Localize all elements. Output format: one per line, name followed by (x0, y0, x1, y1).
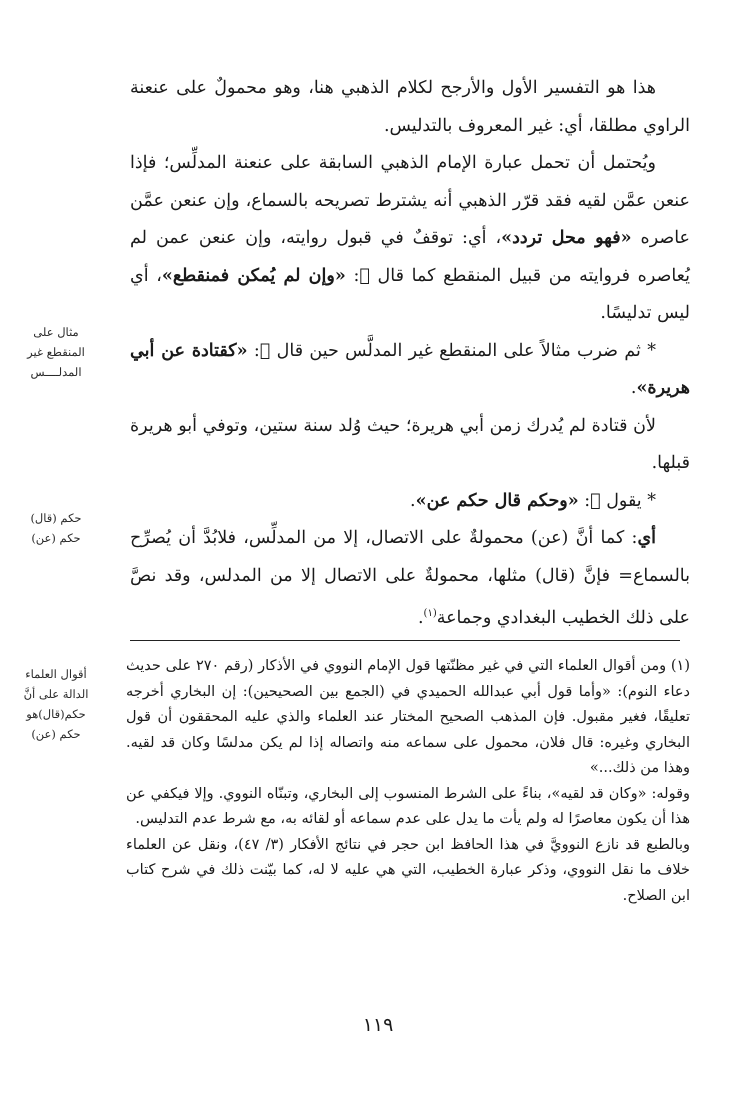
footnotes (126, 654, 690, 909)
quote-hukm-qala: «وحكم قال حكم عن» (415, 490, 579, 511)
quote-qatada: «كقتادة عن أبي هريرة» (130, 340, 690, 398)
quote-mahal-taraddud: «فهو محل تردد» (501, 228, 632, 248)
page-number: ١١٩ (362, 1014, 394, 1036)
lead-word-ay: أي (637, 528, 656, 548)
paragraph-4: لأن قتادة لم يُدرك زمن أبي هريرة؛ حيث وُلد سنة ستين، وتوفي أبو هريرة قبلها. (130, 415, 690, 473)
quote-munqati: «وإن لم يُمكن فمنقطع» (161, 265, 346, 286)
footnote-3: وبالطبع قد نازع النوويَّ في هذا الحافظ ابن حجر في نتائج الأفكار (٣/ ٤٧)، ونقل عن العلماء خلاف ما نقل النووي، وذكر عبارة الخطيب، التي هي عليه لا له، كما بيّنت ذلك في شرح كتاب ابن الصلاح. (126, 836, 690, 904)
margin-note-hukm-qala: حكم (قال) (30, 511, 82, 525)
margin-note-munqati-example: مثال على المنقطع غير المدلــــس (27, 325, 85, 379)
paragraph-6: أي: كما أنَّ (عن) محمولةٌ على الاتصال، إلا من المدلِّس، فلابُدَّ أن يُصرِّح بالسماع= فإنَّ (قال) مثلها، محمولةٌ على الاتصال إلا من المدلس، وقد نصَّ على ذلك الخطيب البغدادي وجماعة$^{(١)}$. (130, 528, 690, 628)
footnote-separator (130, 640, 680, 641)
margin-note-hukm (18, 508, 94, 548)
margin-note-scholars: أقوال العلماء الدالة على أنَّ حكم(قال)هو حكم (عن) (23, 667, 89, 741)
footnote-ref[interactable]: (١) (423, 608, 437, 619)
margin-note-hukm-an: حكم (عن) (31, 531, 81, 545)
paragraph-5: * يقول ﷬: «وحكم قال حكم عن». (410, 490, 656, 511)
paragraph-2: ويُحتمل أن تحمل عبارة الإمام الذهبي السابقة على عنعنة المدلِّس؛ فإذا عنعن عمَّن لقيه فقد قرّر الذهبي أنه يشترط تصريحه بالسماع، وإن عنعن عمَّن عاصره «فهو محل تردد»، أي: توقفٌ في قبول روايته، وإن عنعن عمن لم يُعاصره فروايته من قبيل المنقطع كما قال ﷬: «وإن لم يُمكن فمنقطع»، أي ليس تدليسًا. (130, 153, 690, 323)
footnote-2: وقوله: «وكان قد لقيه»، بناءً على الشرط المنسوب إلى البخاري، وتبنّاه النووي. وإلا فيكفي عن هذا أن يكون معاصرًا له ولم يأت ما يدل على عدم سماعه أو لقائه به، مع شرط عدم التدليس. (126, 785, 690, 827)
paragraph-3: * ثم ضرب مثالاً على المنقطع غير المدلَّس حين قال ﷬: «كقتادة عن أبي هريرة». (130, 340, 690, 398)
main-text (130, 70, 690, 637)
footnote-1: (١) ومن أقوال العلماء التي في غير مظنّتها قول الإمام النووي في الأذكار (رقم ٢٧٠ على حديث دعاء النوم): «وأما قول أبي عبدالله الحميدي في (الجمع بين الصحيحين): إن البخاري أخرجه تعليقًا، فغير مقبول. فإن المذهب الصحيح المختار عند العلماء والذي عليه المحققون أن قول البخاري وغيره: قال فلان، محمول على سماعه منه واتصاله إذا لم يكن مدلسًا وكان قد لقيه. وهذا من ذلك...» (126, 658, 690, 776)
paragraph-1: هذا هو التفسير الأول والأرجح لكلام الذهبي هنا، وهو محمولٌ على عنعنة الراوي مطلقا، أي: غير المعروف بالتدليس. (130, 78, 690, 136)
